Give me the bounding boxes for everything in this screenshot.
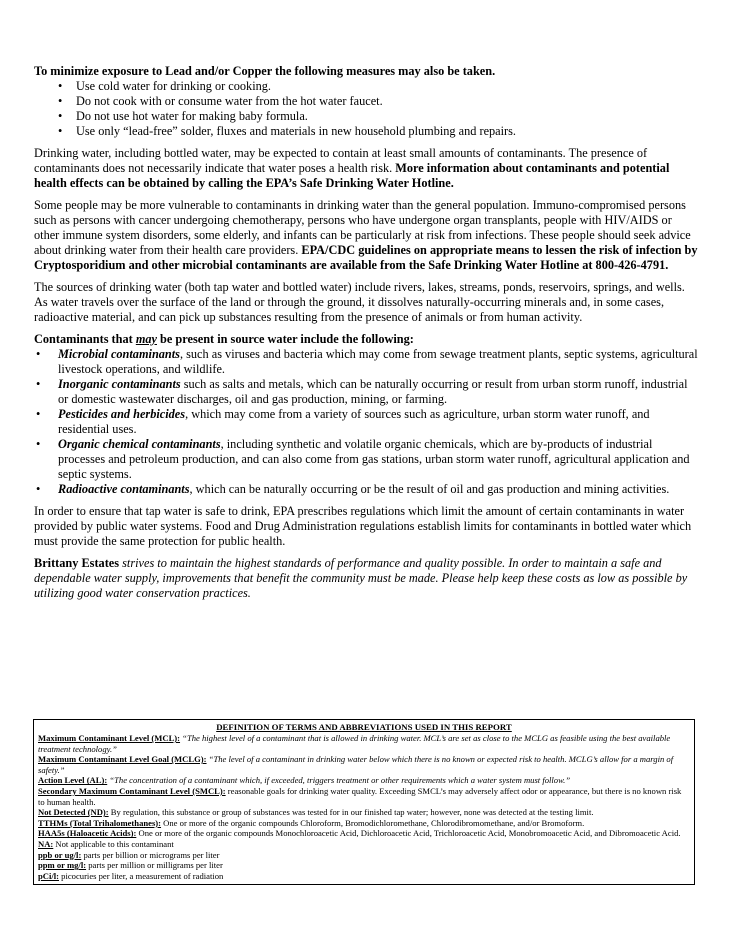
list-item: • Do not use hot water for making baby formula.: [34, 109, 700, 124]
definition-entry: [38, 871, 690, 882]
contaminant-description: , which may come from a variety of sources such as agriculture, urban storm water runoff, and residential uses.: [58, 407, 650, 436]
contaminant-description: , including synthetic and volatile organic chemicals, which are by-products of industrial processes and petroleum production, and can also come from gas stations, urban storm water runoff, agricultural application and septic systems.: [58, 437, 690, 481]
definition-entry: [38, 828, 690, 839]
definition-term: Action Level (AL):: [38, 775, 108, 786]
vulnerable-populations-paragraph: [34, 198, 700, 273]
lead-copper-tips-list: [34, 79, 700, 139]
list-item: • Use only “lead-free” solder, fluxes and materials in new household plumbing and repairs.: [34, 124, 700, 139]
definitions-title: DEFINITION OF TERMS AND ABBREVIATIONS USED IN THIS REPORT: [216, 722, 512, 732]
contaminant-term: Inorganic contaminants: [58, 377, 181, 391]
definition-entry: [38, 839, 690, 850]
paragraph-text: Drinking water, including bottled water, may be expected to contain at least small amounts of contaminants. The presence of contaminants does not necessarily indicate that water poses a health risk.: [34, 146, 648, 175]
contaminant-description: such as salts and metals, which can be naturally occurring or result from urban storm runoff, industrial or domestic wastewater discharges, oil and gas production, mining, or farming.: [58, 377, 688, 406]
definition-text: picocuries per liter, a measurement of radiation: [59, 870, 224, 881]
definition-term: ppm or mg/l:: [38, 860, 87, 871]
definition-text: “The concentration of a contaminant which, if exceeded, triggers treatment or other requirements which a water system must follow.”: [107, 775, 571, 786]
definition-term: Maximum Contaminant Level Goal (MCLG):: [38, 754, 207, 765]
definition-text: One or more of the organic compounds Monochloroacetic Acid, Dichloroacetic Acid, Trichloroacetic Acid, Monobromoacetic Acid, and Dibromoacetic Acid.: [136, 828, 681, 839]
definition-term: TTHMs (Total Trihalomethanes):: [38, 817, 162, 828]
hotline-info-bold: More information about contaminants and potential health effects can be obtained by calling the EPA’s Safe Drinking Water Hotline.: [34, 161, 670, 190]
definition-text: parts per billion or micrograms per liter: [81, 849, 220, 860]
lead-copper-heading: To minimize exposure to Lead and/or Copper the following measures may also be taken.: [34, 64, 496, 78]
definition-text: parts per million or milligrams per liter: [86, 860, 223, 871]
definition-entry: [38, 818, 690, 829]
water-sources-paragraph: The sources of drinking water (both tap water and bottled water) include rivers, lakes, streams, ponds, reservoirs, springs, and wells. As water travels over the surface of the land or through the ground, it dissolves naturally-occurring minerals and, in some cases, radioactive material, and can pick up substances resulting from the presence of animals or from human activity.: [34, 280, 685, 324]
company-name: Brittany Estates: [34, 556, 120, 570]
paragraph-text: Some people may be more vulnerable to contaminants in drinking water than the general population. Immuno-compromised persons such as persons with cancer undergoing chemotherapy, persons who have undergone organ transplants, people with HIV/AIDS or other immune system disorders, some elderly, and infants can be particularly at risk from infections. These people should seek advice about drinking water from their health care providers.: [34, 198, 691, 257]
closing-text: strives to maintain the highest standards of performance and quality possible. In order to maintain a safe and dependable water supply, improvements that benefit the community must be made. Please help keep these costs as low as possible by utilizing good water conservation practices.: [34, 556, 688, 600]
definition-term: HAA5s (Haloacetic Acids):: [38, 828, 137, 839]
contaminant-term: Radioactive contaminants: [58, 482, 190, 496]
list-item: [34, 407, 700, 437]
definition-entry: [38, 754, 690, 775]
list-item: [34, 377, 700, 407]
definition-entry: [38, 850, 690, 861]
contaminants-heading: [34, 332, 700, 347]
definition-entry: [38, 786, 690, 807]
list-item: • Do not cook with or consume water from the hot water faucet.: [34, 94, 700, 109]
definition-entry: [38, 860, 690, 871]
closing-paragraph: [34, 556, 700, 601]
definition-entry: [38, 733, 690, 754]
definition-text: “The level of a contaminant in drinking water below which there is no known or expected risk to health. MCLG’s allow for a margin of safety.”: [38, 754, 674, 775]
contaminant-description: , which can be naturally occurring or be the result of oil and gas production and mining activities.: [189, 482, 670, 496]
contaminant-term: Microbial contaminants: [58, 347, 180, 361]
contaminant-description: , such as viruses and bacteria which may come from sewage treatment plants, septic systems, agricultural livestock operations, and wildlife.: [58, 347, 698, 376]
list-item: [34, 482, 700, 497]
document-page: [34, 64, 700, 601]
definition-text: One or more of the organic compounds Chloroform, Bromodichloromethane, Chlorodibromomethane, and/or Bromoform.: [161, 817, 585, 828]
epa-cdc-guidelines-bold: EPA/CDC guidelines on appropriate means to lessen the risk of infection by Cryptosporidium and other microbial contaminants are available from the Safe Drinking Water Hotline at 800-426-4791.: [34, 243, 698, 272]
contaminant-term: Pesticides and herbicides: [58, 407, 186, 421]
definition-text: Not applicable to this contaminant: [53, 838, 174, 849]
list-item: [34, 437, 700, 482]
definition-entry: [38, 807, 690, 818]
definition-text: By regulation, this substance or group of substances was tested for in our finished tap water; however, none was detected at the testing limit.: [108, 807, 594, 818]
definition-entry: [38, 775, 690, 786]
list-item: [34, 347, 700, 377]
definition-term: Not Detected (ND):: [38, 807, 109, 818]
definition-term: NA:: [38, 838, 54, 849]
definition-term: pCi/l:: [38, 870, 60, 881]
definition-text: “The highest level of a contaminant that is allowed in drinking water. MCL’s are set as close to the MCLG as feasible using the best available treatment technology.”: [38, 733, 671, 754]
heading-emphasis: may: [135, 332, 157, 346]
definition-term: Secondary Maximum Contaminant Level (SMCL):: [38, 785, 226, 796]
epa-regulations-paragraph: In order to ensure that tap water is safe to drink, EPA prescribes regulations which limit the amount of certain contaminants in water provided by public water systems. Food and Drug Administration regulations establish limits for contaminants in bottled water which must provide the same protection for public health.: [34, 504, 692, 548]
definition-text: reasonable goals for drinking water quality. Exceeding SMCL’s may adversely affect odor or appearance, but there is no known risk to human health.: [38, 785, 682, 807]
list-item: • Use cold water for drinking or cooking.: [34, 79, 700, 94]
definition-term: ppb or ug/l:: [38, 849, 82, 860]
definition-term: Maximum Contaminant Level (MCL):: [38, 733, 181, 743]
contaminant-term: Organic chemical contaminants: [58, 437, 221, 451]
definitions-box: [33, 719, 695, 885]
bottled-water-paragraph: [34, 146, 700, 191]
heading-text: Contaminants that: [34, 332, 136, 346]
contaminants-list: [34, 347, 700, 497]
heading-text: be present in source water include the following:: [156, 332, 414, 346]
